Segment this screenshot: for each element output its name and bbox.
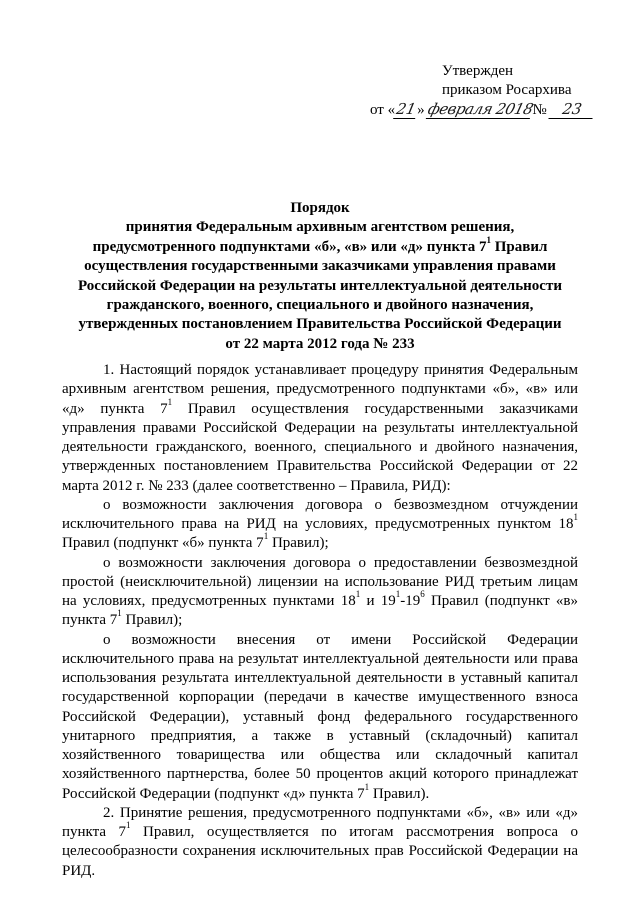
title-line: гражданского, военного, специального и двойного назначения, bbox=[106, 297, 534, 314]
handwritten-day: 21 bbox=[394, 100, 418, 118]
document-body bbox=[62, 361, 578, 881]
date-close-quote: » bbox=[417, 102, 425, 118]
handwritten-number: 23 bbox=[549, 101, 596, 119]
title-line: принятия Федеральным архивным агентством решения, bbox=[125, 219, 515, 236]
date-prefix: от « bbox=[370, 102, 396, 118]
approval-heading: Утвержден bbox=[442, 63, 514, 79]
approval-date-line bbox=[370, 101, 594, 120]
paragraph-2: 2. Принятие решения, предусмотренного подпунктами «б», «в» или «д» пункта $7^1$ Правил, осуществляется по итогам рассмотрения вопроса о целесообразности сохранения исключительных прав Российской Федерации на РИД. bbox=[62, 804, 578, 879]
handwritten-month-year: февраля 2018 bbox=[426, 100, 536, 118]
title-line: осуществления государственными заказчиками управления правами bbox=[84, 258, 556, 275]
title-line: предусмотренного подпунктами «б», «в» или «д» пункта $7^1$ Правил bbox=[92, 234, 548, 255]
paragraph-1: 1. Настоящий порядок устанавливает процедуру принятия Федеральным архивным агентством решения, предусмотренного подпунктами «б», «в» или «д» пункта $7^1$ Правил осуществления государственными заказчиками управления правами Российской Федерации на результаты интеллектуальной деятельности гражданского, военного, специального и двойного назначения, утвержденных постановлением Правительства Российской Федерации от 22 марта 2012 г. № 233 (далее соответственно – Правила, РИД): bbox=[62, 362, 578, 494]
title-line: утвержденных постановлением Правительства Российской Федерации bbox=[78, 316, 562, 333]
document-title bbox=[62, 199, 578, 354]
paragraph-item-b: о возможности заключения договора о безвозмездном отчуждении исключительного права на РИД на условиях, предусмотренных пунктом $18^1$ Правил (подпункт «б» пункта $7^1$ Правил); bbox=[62, 496, 578, 552]
title-line: Российской Федерации на результаты интеллектуальной деятельности bbox=[78, 277, 562, 294]
paragraph-item-v: о возможности заключения договора о предоставлении безвозмездной простой (неисключительной) лицензии на использование РИД третьим лицам на условиях, предусмотренных пунктами $18^1$ и $19^1-19^6$ Правил (подпункт «в» пункта $7^1$ Правил); bbox=[62, 554, 579, 629]
paragraph-item-d: о возможности внесения от имени Российской Федерации исключительного права на результат интеллектуальной деятельности или права использования результата интеллектуальной деятельности в уставный капитал государственной корпорации (передачи в качестве имущественного взноса Российской Федерации), уставный фонд федерального государственного унитарного предприятия, а также в уставный (складочный) капитал хозяйственного товарищества или общества или складочный капитал хозяйственного партнерства, более 50 процентов акций которого принадлежат Российской Федерации (подпункт «д» пункта $7^1$ Правил). bbox=[62, 631, 578, 802]
title-line: от 22 марта 2012 года № 233 bbox=[225, 335, 415, 352]
title-line: Порядок bbox=[290, 200, 350, 216]
approval-order: приказом Росархива bbox=[442, 82, 572, 98]
number-label: № bbox=[532, 102, 547, 118]
